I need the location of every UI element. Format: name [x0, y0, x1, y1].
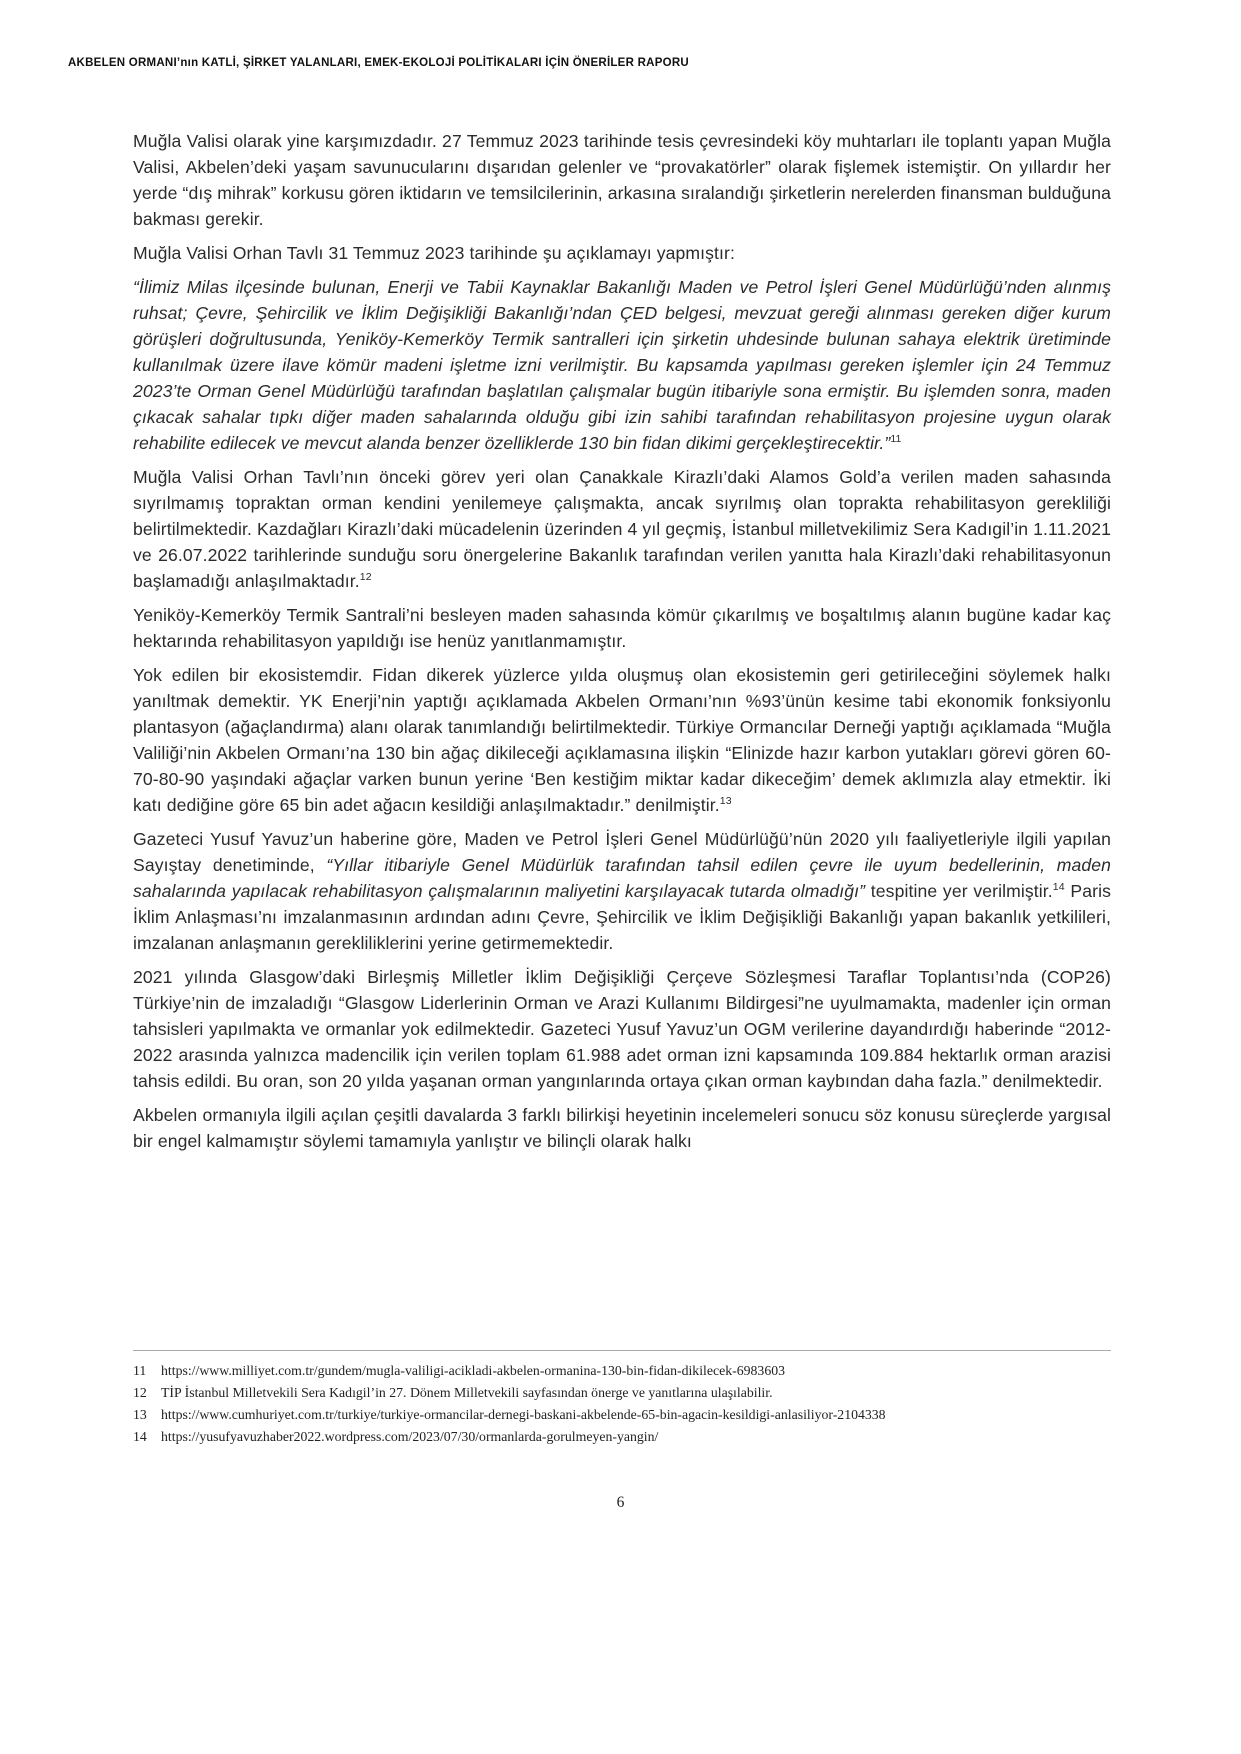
- paragraph: [133, 1102, 1111, 1154]
- body-text: Akbelen ormanıyla ilgili açılan çeşitli davalarda 3 farklı bilirkişi heyetinin incelemeleri sonucu söz konusu süreçlerde yargısal bir engel kalmamıştır söylemi tamamıyla yanlıştır ve bilinçli olarak halkı: [133, 1105, 1111, 1151]
- footnotes-section: [133, 1350, 1111, 1448]
- footnote-number: 12: [133, 1385, 147, 1400]
- paragraph: [133, 464, 1111, 594]
- running-header: AKBELEN ORMANI’nın KATLİ, ŞİRKET YALANLARI, EMEK-EKOLOJİ POLİTİKALARI İÇİN ÖNERİLER RAPORU: [68, 57, 689, 69]
- body-text: tespitine yer verilmiştir.: [865, 881, 1053, 901]
- paragraph: [133, 240, 1111, 266]
- page-number: 6: [616, 1494, 625, 1511]
- footnote-ref: 13: [719, 795, 732, 808]
- footnote-number: 11: [133, 1363, 147, 1378]
- footnote: [133, 1382, 1111, 1404]
- body-text: Paris İklim Anlaşması’nı imzalanmasının ardından adını Çevre, Şehircilik ve İklim Değişikliği Bakanlığı yapan bakanlık yetkilileri, imzalanan anlaşmanın gerekliliklerini yerine getirmemektedir.: [133, 881, 1111, 953]
- footnote-text: https://www.milliyet.com.tr/gundem/mugla-valiligi-acikladi-akbelen-ormanina-130-bin-fidan-dikilecek-6983603: [161, 1363, 786, 1378]
- footnote: [133, 1404, 1111, 1426]
- paragraph: [133, 826, 1111, 956]
- footnote-text: https://yusufyavuzhaber2022.wordpress.com/2023/07/30/ormanlarda-gorulmeyen-yangin/: [161, 1429, 659, 1444]
- footnote: [133, 1426, 1111, 1448]
- body-text: Yok edilen bir ekosistemdir. Fidan dikerek yüzlerce yılda oluşmuş olan ekosistemin geri getirileceğini söylemek halkı yanıltmak demektir. YK Enerji’nin yaptığı açıklamada Akbelen Ormanı’nın %93’ünün kesime tabi ekonomik fonksiyonlu plantasyon (ağaçlandırma) alanı olarak tanımlandığı belirtilmektedir. Türkiye Ormancılar Derneği yaptığı açıklamada “Muğla Valiliği’nin Akbelen Ormanı’na 130 bin ağaç dikileceği açıklamasına ilişkin “Elinizde hazır karbon yutakları görevi gören 60-70-80-90 yaşındaki ağaçlar varken bunun yerine ‘Ben kestiğim miktar kadar dikeceğim’ demek aklımızla alay etmektir. İki katı dediğine göre 65 bin adet ağacın kesildiği anlaşılmaktadır.” denilmiştir.: [133, 665, 1111, 815]
- quoted-text: “Yıllar itibariyle Genel Müdürlük tarafından tahsil edilen çevre ile uyum bedellerinin, maden sahalarında yapılacak rehabilitasyon çalışmalarının maliyetini karşılayacak tutarda olmadığı”: [133, 855, 1111, 901]
- footnote-list: [133, 1360, 1111, 1448]
- body-text: Muğla Valisi olarak yine karşımızdadır. 27 Temmuz 2023 tarihinde tesis çevresindeki köy muhtarları ile toplantı yapan Muğla Valisi, Akbelen’deki yaşam savunucularını dışarıdan gelenler ve “provakatörler” olarak fişlemek istemiştir. On yıllardır her yerde “dış mihrak” korkusu gören iktidarın ve temsilcilerinin, arkasına sıralandığı şirketlerin nerelerden finansman bulduğuna bakması gerekir.: [133, 131, 1111, 229]
- footnote-number: 13: [133, 1407, 147, 1422]
- footnote-ref: 14: [1052, 881, 1065, 894]
- footnote-number: 14: [133, 1429, 147, 1444]
- body-text: Muğla Valisi Orhan Tavlı 31 Temmuz 2023 tarihinde şu açıklamayı yapmıştır:: [133, 243, 735, 263]
- footnote-ref: 12: [359, 571, 372, 584]
- footnote-ref: 11: [890, 433, 902, 446]
- paragraph: [133, 662, 1111, 818]
- body-text: Muğla Valisi Orhan Tavlı’nın önceki görev yeri olan Çanakkale Kirazlı’daki Alamos Gold’a verilen maden sahasında sıyrılmamış topraktan orman kendini yenilemeye çalışmakta, ancak sıyrılmış olan toprakta rehabilitasyon gerekliliği belirtilmektedir. Kazdağları Kirazlı’daki mücadelenin üzerinden 4 yıl geçmiş, İstanbul milletvekilimiz Sera Kadıgil’in 1.11.2021 ve 26.07.2022 tarihlerinde sunduğu soru önergelerine Bakanlık tarafından verilen yanıtta hala Kirazlı’daki rehabilitasyonun başlamadığı anlaşılmaktadır.: [133, 467, 1111, 591]
- footnote-text: TİP İstanbul Milletvekili Sera Kadıgil’in 27. Dönem Milletvekili sayfasından önerge ve yanıtlarına ulaşılabilir.: [161, 1385, 773, 1400]
- paragraph: [133, 964, 1111, 1094]
- paragraph: [133, 274, 1111, 456]
- body-text: Yeniköy-Kemerköy Termik Santrali’ni besleyen maden sahasında kömür çıkarılmış ve boşaltılmış alanın bugüne kadar kaç hektarında rehabilitasyon yapıldığı ise henüz yanıtlanmamıştır.: [133, 605, 1111, 651]
- quoted-text: “İlimiz Milas ilçesinde bulunan, Enerji ve Tabii Kaynaklar Bakanlığı Maden ve Petrol İşleri Genel Müdürlüğü’nden alınmış ruhsat; Çevre, Şehircilik ve İklim Değişikliği Bakanlığı’ndan ÇED belgesi, mevzuat gereği alınması gereken diğer kurum görüşleri doğrultusunda, Yeniköy-Kemerköy Termik santralleri için şirketin uhdesinde bulunan sahaya elektrik üretiminde kullanılmak üzere ilave kömür madeni işletme izni verilmiştir. Bu kapsamda yapılması gereken işlemler için 24 Temmuz 2023’te Orman Genel Müdürlüğü tarafından başlatılan çalışmalar bugün itibariyle sona ermiştir. Bu işlemden sonra, maden çıkacak sahalar tıpkı diğer maden sahalarında olduğu gibi izin sahibi tarafından rehabilitasyon projesine uygun olarak rehabilite edilecek ve mevcut alanda benzer özelliklerde 130 bin fidan dikimi gerçekleştirecektir.”: [133, 277, 1111, 453]
- paragraph: [133, 128, 1111, 232]
- body-content: [133, 128, 1111, 1162]
- paragraph: [133, 602, 1111, 654]
- body-text: 2021 yılında Glasgow’daki Birleşmiş Milletler İklim Değişikliği Çerçeve Sözleşmesi Taraflar Toplantısı’nda (COP26) Türkiye’nin de imzaladığı “Glasgow Liderlerinin Orman ve Arazi Kullanımı Bildirgesi”ne uyulmamakta, madenler için orman tahsisleri yapılmakta ve ormanlar yok edilmektedir. Gazeteci Yusuf Yavuz’un OGM verilerine dayandırdığı haberinde “2012-2022 arasında yalnızca madencilik için verilen toplam 61.988 adet orman izni kapsamında 109.884 hektarlık orman arazisi tahsis edildi. Bu oran, son 20 yılda yaşanan orman yangınlarında ortaya çıkan orman kaybından daha fazla.” denilmektedir.: [133, 967, 1111, 1091]
- body-text: Gazeteci Yusuf Yavuz’un haberine göre, Maden ve Petrol İşleri Genel Müdürlüğü’nün 2020 yılı faaliyetleriyle ilgili yapılan Sayıştay denetiminde,: [133, 829, 1111, 875]
- footnote: [133, 1360, 1111, 1382]
- footnote-text: https://www.cumhuriyet.com.tr/turkiye/turkiye-ormancilar-dernegi-baskani-akbelende-65-bin-agacin-kesildigi-anlasiliyor-2104338: [161, 1407, 886, 1422]
